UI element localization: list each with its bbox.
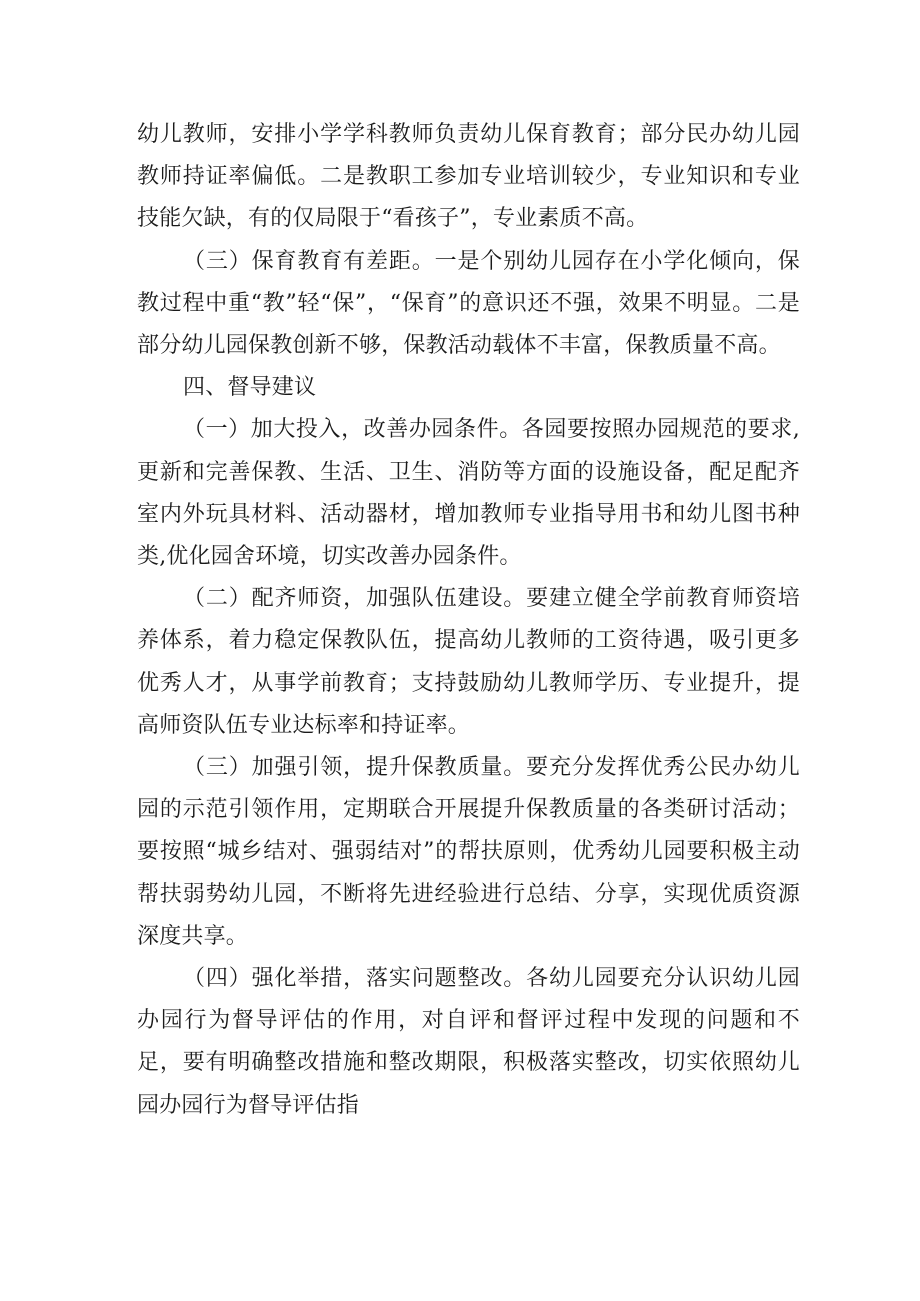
document-body <box>137 114 800 1127</box>
paragraph-suggestion-4: （四）强化举措，落实问题整改。各幼儿园要充分认识幼儿园办园行为督导评估的作用，对自评和督评过程中发现的问题和不足，要有明确整改措施和整改期限，积极落实整改，切实依照幼儿园办园行为督导评估指 <box>137 966 800 1118</box>
paragraph-education-gap: （三）保育教育有差距。一是个别幼儿园存在小学化倾向，保教过程中重“教”轻“保”，“保育”的意识还不强，效果不明显。二是部分幼儿园保教创新不够，保教活动载体不丰富，保教质量不高。 <box>137 248 800 359</box>
paragraph-suggestion-2: （二）配齐师资，加强队伍建设。要建立健全学前教育师资培养体系，着力稳定保教队伍，提高幼儿教师的工资待遇，吸引更多优秀人才，从事学前教育；支持鼓励幼儿教师学历、专业提升，提高师资队伍专业达标率和持证率。 <box>137 586 800 738</box>
paragraph-staff-issues: 幼儿教师，安排小学学科教师负责幼儿保育教育；部分民办幼儿园教师持证率偏低。二是教职工参加专业培训较少，专业知识和专业技能欠缺，有的仅局限于“看孩子”，专业素质不高。 <box>137 122 800 232</box>
paragraph-suggestion-3: （三）加强引领，提升保教质量。要充分发挥优秀公民办幼儿园的示范引领作用，定期联合开展提升保教质量的各类研讨活动；要按照“城乡结对、强弱结对”的帮扶原则，优秀幼儿园要积极主动帮扶弱势幼儿园，不断将先进经验进行总结、分享，实现优质资源深度共享。 <box>137 755 800 949</box>
section-heading-suggestions: 四、督导建议 <box>183 375 317 401</box>
paragraph-suggestion-1: （一）加大投入，改善办园条件。各园要按照办园规范的要求,更新和完善保教、生活、卫生、消防等方面的设施设备，配足配齐室内外玩具材料、活动器材，增加教师专业指导用书和幼儿图书种类,优化园舍环境，切实改善办园条件。 <box>137 417 800 570</box>
